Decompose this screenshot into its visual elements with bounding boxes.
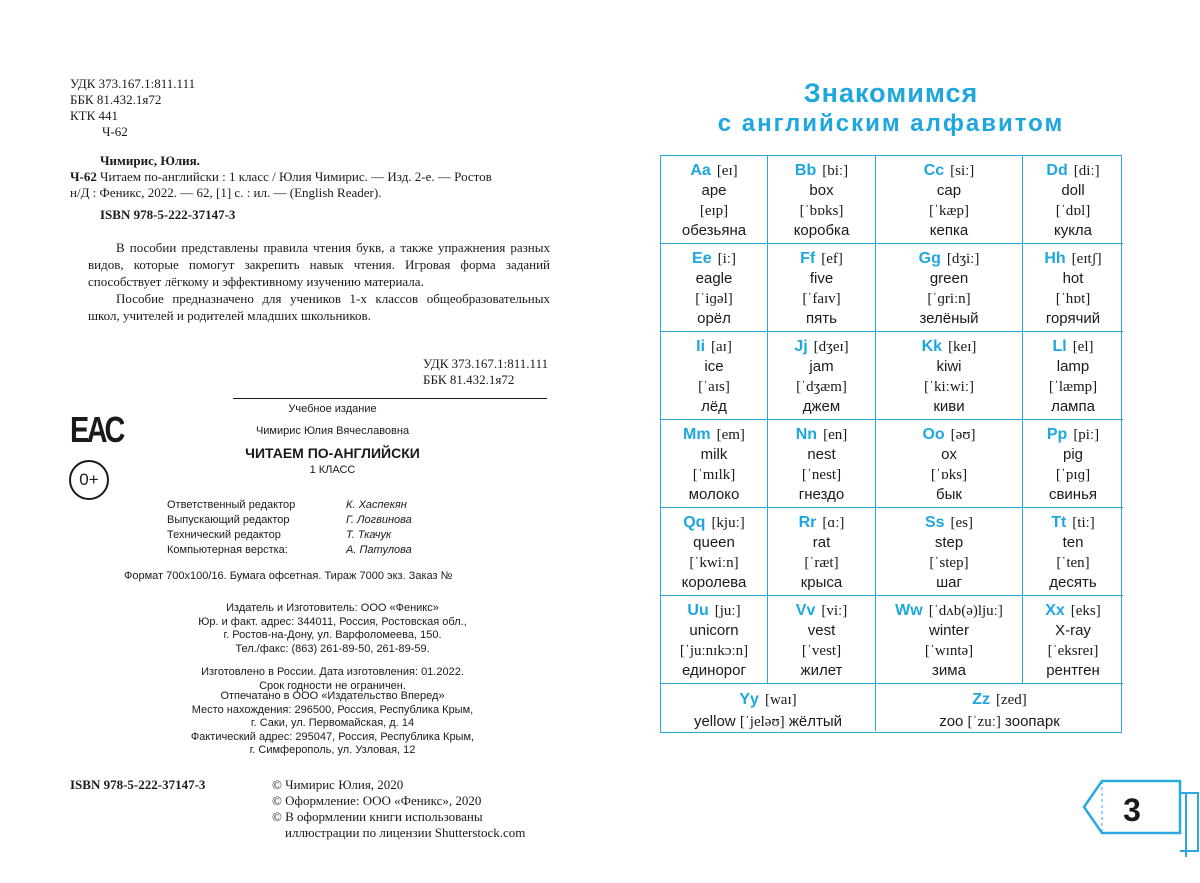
manufacture-block [140, 666, 525, 693]
word-transcription: [ˈten] [1056, 555, 1090, 571]
example-word: queen [693, 534, 735, 551]
page-title-line-1: Знакомимся [803, 78, 979, 108]
abstract [88, 239, 550, 324]
letter-sound: [waɪ] [764, 692, 797, 708]
example-word: ox [941, 446, 957, 463]
letter: Hh [1044, 250, 1066, 267]
letter-sound: [iː] [717, 251, 736, 267]
credit-name: Т. Ткачук [346, 529, 392, 541]
word-transcription: [ˈɡriːn] [927, 291, 971, 307]
letter: Nn [795, 426, 818, 443]
credit-role: Ответственный редактор [167, 499, 296, 511]
alphabet-table [660, 155, 1122, 733]
example-word: X-ray [1055, 622, 1091, 639]
printer-line: Фактический адрес: 295047, Россия, Республика Крым, [190, 730, 475, 743]
example-word: box [809, 182, 834, 199]
age-rating-badge: 0+ [69, 460, 109, 500]
credit-name: К. Хаспекян [346, 499, 407, 511]
page-title-line-2: с английским алфавитом [717, 110, 1065, 137]
letter-sound: [tiː] [1072, 515, 1095, 531]
word-translation: киви [933, 398, 965, 415]
letter-sound: [em] [716, 427, 745, 443]
letter-cell [1023, 420, 1123, 508]
word-translation: зима [932, 662, 966, 679]
letter: Zz [972, 691, 990, 708]
letter-sound: [eɪ] [716, 163, 738, 179]
word-transcription: [ˈjeləʊ] [739, 714, 785, 730]
letter-heading [661, 249, 767, 269]
word-translation: коробка [793, 222, 850, 239]
isbn-top: ISBN 978-5-222-37147-3 [100, 207, 236, 222]
letter-sound: [diː] [1073, 163, 1100, 179]
word-transcription: [ˈræt] [804, 555, 839, 571]
letter-cell [661, 420, 768, 508]
printer-line: г. Саки, ул. Первомайская, д. 14 [250, 717, 415, 729]
letter: Rr [798, 514, 817, 531]
letter-sound: [ef] [821, 251, 843, 267]
letter: Gg [918, 250, 941, 267]
copyright-line: © Оформление: ООО «Феникс», 2020 [272, 793, 482, 808]
letter-cell [876, 244, 1023, 332]
letter-cell [876, 332, 1023, 420]
letter-cell [876, 508, 1023, 596]
word-translation: жилет [800, 662, 843, 679]
letter: Ll [1052, 338, 1067, 355]
letter-heading [1023, 601, 1123, 621]
letter: Cc [923, 162, 945, 179]
edition-type: Учебное издание [288, 403, 377, 415]
word-translation: молоко [688, 486, 740, 503]
letter-cell [768, 508, 876, 596]
letter: Oo [922, 426, 945, 443]
word-transcription: [ˈzuː] [967, 714, 1001, 730]
letter-heading [661, 513, 767, 533]
letter: Vv [795, 602, 816, 619]
word-translation: десять [1049, 574, 1097, 591]
page-number-tag [1080, 775, 1200, 865]
word-transcription: [ˈiɡəl] [695, 291, 733, 307]
letter-heading [768, 601, 875, 621]
letter: Aa [690, 162, 711, 179]
letter-sound: [kjuː] [711, 515, 745, 531]
letter-heading [1023, 249, 1123, 269]
word-translation: королева [681, 574, 747, 591]
letter-sound: [el] [1072, 339, 1094, 355]
letter-cell [661, 508, 768, 596]
example-word: hot [1062, 270, 1084, 287]
biblio-line-1: Читаем по-английски : 1 класс / Юлия Чимирис. — Изд. 2-е. — Ростов [100, 169, 492, 184]
letter-heading [661, 337, 767, 357]
letter-heading [661, 161, 767, 181]
example-word: milk [700, 446, 728, 463]
author-full: Чимирис Юлия Вячеславовна [255, 425, 410, 437]
publisher-line: Издатель и Изготовитель: ООО «Феникс» [226, 602, 439, 614]
letter-cell [768, 244, 876, 332]
letter-cell-wide [876, 684, 1123, 731]
letter-cell [1023, 508, 1123, 596]
word-translation: обезьяна [681, 222, 747, 239]
grade: 1 КЛАСС [309, 464, 356, 476]
letter-heading [876, 601, 1022, 621]
letter-cell [768, 156, 876, 244]
example-word: nest [807, 446, 836, 463]
letter-heading [661, 601, 767, 621]
word-translation: орёл [697, 310, 731, 327]
credits-block [167, 498, 412, 558]
letter-cell [661, 244, 768, 332]
bbk-code: ББК 81.432.1я72 [70, 92, 162, 107]
letter: Mm [683, 426, 711, 443]
example-word: winter [928, 622, 969, 639]
divider-line [233, 398, 547, 399]
word-transcription: [ˈpɪɡ] [1055, 467, 1091, 483]
copyright-line: © Чимирис Юлия, 2020 [272, 777, 404, 792]
isbn-bottom: ISBN 978-5-222-37147-3 [70, 777, 206, 792]
letter: Xx [1045, 602, 1065, 619]
word-transcription: [ˈdɒl] [1055, 203, 1091, 219]
word-transcription: [ˈhɒt] [1055, 291, 1091, 307]
letter-heading [1023, 425, 1123, 445]
letter-cell-wide [661, 684, 876, 731]
letter: Ss [924, 514, 945, 531]
letter: Ee [692, 250, 712, 267]
word-translation: бык [936, 486, 962, 503]
example-word: eagle [695, 270, 733, 287]
biblio-line-2: н/Д : Феникс, 2022. — 62, [1] с. : ил. — (English Reader). [70, 185, 382, 200]
letter-cell [876, 156, 1023, 244]
letter: Ww [895, 602, 923, 619]
word-transcription: [ˈjuːnɪkɔːn] [679, 643, 749, 659]
printer-line: Место нахождения: 296500, Россия, Республика Крым, [191, 703, 474, 716]
letter: Bb [794, 162, 817, 179]
letter-heading [768, 425, 875, 445]
word-translation: жёлтый [788, 713, 843, 730]
word-transcription: [ˈdʒæm] [796, 379, 847, 395]
abstract-paragraph-2: Пособие предназначено для учеников 1-х классов общеобразовательных школ, учителей и родителей младших школьников. [88, 291, 550, 323]
letter: Pp [1046, 426, 1068, 443]
word-transcription: [ˈeksreɪ] [1047, 643, 1099, 659]
word-transcription: [ˈmɪlk] [692, 467, 736, 483]
example-word: lamp [1056, 358, 1090, 375]
example-word: ape [701, 182, 727, 199]
letter-cell [768, 332, 876, 420]
page-number: 3 [1123, 792, 1141, 828]
word-translation: джем [802, 398, 841, 415]
letter-sound: [eɪtʃ] [1071, 251, 1102, 267]
example-word: pig [1062, 446, 1084, 463]
word-translation: крыса [800, 574, 843, 591]
word-translation: рентген [1046, 662, 1100, 679]
letter-cell [876, 420, 1023, 508]
credit-row [167, 543, 412, 558]
example-word: kiwi [936, 358, 962, 375]
word-transcription: [ˈbɒks] [799, 203, 844, 219]
example-line [661, 712, 875, 732]
printer-line: г. Симферополь, ул. Узловая, 12 [249, 744, 416, 756]
author-heading: Чимирис, Юлия. [100, 153, 200, 168]
word-translation: свинья [1048, 486, 1098, 503]
letter-heading [876, 513, 1022, 533]
credit-name: А. Патулова [346, 544, 412, 556]
printer-line: Отпечатано в ООО «Издательство Вперед» [220, 690, 445, 702]
letter-heading [876, 690, 1123, 710]
format-line: Формат 700x100/16. Бумага офсетная. Тираж 7000 экз. Заказ № [124, 570, 453, 582]
letter: Jj [794, 338, 808, 355]
word-translation: лампа [1051, 398, 1095, 415]
letter-sound: [biː] [822, 163, 849, 179]
letter-cell [661, 332, 768, 420]
credit-role: Компьютерная верстка: [167, 544, 288, 556]
manufacture-line: Изготовлено в России. Дата изготовления: 01.2022. [201, 666, 464, 678]
credit-role: Выпускающий редактор [167, 514, 290, 526]
letter-sound: [viː] [821, 603, 848, 619]
letter-heading [661, 425, 767, 445]
letter-cell [1023, 156, 1123, 244]
word-transcription: [ˈkwiːn] [689, 555, 739, 571]
word-translation: зелёный [919, 310, 979, 327]
cutter-bold: Ч-62 [70, 169, 97, 184]
word-translation: лёд [701, 398, 727, 415]
udk-code: УДК 373.167.1:811.111 [70, 76, 196, 91]
word-transcription: [ˈstep] [929, 555, 969, 571]
example-word: unicorn [689, 622, 739, 639]
letter-sound: [eks] [1070, 603, 1101, 619]
example-word: step [934, 534, 964, 551]
printer-block [140, 690, 525, 758]
word-translation: пять [806, 310, 837, 327]
book-title: ЧИТАЕМ ПО-АНГЛИЙСКИ [245, 445, 420, 461]
word-transcription: [ˈlæmp] [1048, 379, 1098, 395]
example-word: vest [807, 622, 836, 639]
letter-heading [768, 161, 875, 181]
letter-sound: [juː] [714, 603, 741, 619]
example-word: green [929, 270, 969, 287]
publisher-line: Тел./факс: (863) 261-89-50, 261-89-59. [235, 642, 430, 655]
letter: Dd [1046, 162, 1068, 179]
example-line [876, 712, 1123, 732]
abstract-paragraph-1: В пособии представлены правила чтения букв, а также упражнения разных видов, которые помогут закрепить навык чтения. Игровая форма заданий способствует лёгкому и эффективному изучению материала. [88, 240, 550, 289]
manufacture-line: Срок годности не ограничен. [259, 679, 406, 692]
word-translation: кепка [929, 222, 969, 239]
example-word: zoo [939, 713, 964, 730]
letter-sound: [es] [950, 515, 974, 531]
letter-sound: [keɪ] [948, 339, 977, 355]
letter-heading [1023, 337, 1123, 357]
letter-sound: [zed] [995, 692, 1027, 708]
letter: Ii [696, 338, 706, 355]
example-word: rat [812, 534, 831, 551]
word-translation: шаг [936, 574, 962, 591]
example-word: doll [1061, 182, 1085, 199]
word-transcription: [ˈnest] [801, 467, 842, 483]
letter-heading [768, 513, 875, 533]
word-transcription: [ˈwɪntə] [924, 643, 974, 659]
letter-sound: [en] [823, 427, 848, 443]
letter-heading [768, 249, 875, 269]
word-translation: кукла [1053, 222, 1093, 239]
letter: Uu [687, 602, 709, 619]
bbk-code-right: ББК 81.432.1я72 [423, 372, 515, 387]
word-translation: горячий [1045, 310, 1101, 327]
example-word: five [809, 270, 834, 287]
letter-heading [1023, 513, 1123, 533]
letter-cell [768, 420, 876, 508]
letter-cell [768, 596, 876, 684]
example-word: yellow [693, 713, 736, 730]
letter: Tt [1051, 514, 1067, 531]
word-transcription: [eɪp] [699, 203, 729, 219]
word-transcription: [ˈkæp] [929, 203, 969, 219]
letter-heading [661, 690, 875, 710]
credit-name: Г. Логвинова [346, 514, 412, 526]
letter-cell [661, 156, 768, 244]
letter: Ff [800, 250, 816, 267]
example-word: cap [936, 182, 962, 199]
letter-sound: [əʊ] [950, 427, 976, 443]
credit-row [167, 528, 412, 543]
letter: Yy [739, 691, 759, 708]
credit-row [167, 513, 412, 528]
publisher-line: Юр. и факт. адрес: 344011, Россия, Ростовская обл., [198, 615, 467, 628]
letter-cell [1023, 596, 1123, 684]
udk-code-right: УДК 373.167.1:811.111 [423, 356, 549, 371]
letter-sound: [siː] [950, 163, 975, 179]
word-transcription: [ˈfaɪv] [802, 291, 841, 307]
letter-sound: [aɪ] [711, 339, 732, 355]
letter-sound: [ˈdʌb(ə)ljuː] [928, 603, 1003, 619]
word-transcription: [ˈɒks] [930, 467, 968, 483]
publisher-line: г. Ростов-на-Дону, ул. Варфоломеева, 150. [223, 629, 442, 641]
word-transcription: [ˈkiːwiː] [924, 379, 974, 395]
word-transcription: [ˈvest] [801, 643, 842, 659]
copyright-line: иллюстрации по лицензии Shutterstock.com [285, 825, 526, 840]
word-translation: гнездо [798, 486, 845, 503]
letter-cell [661, 596, 768, 684]
example-word: jam [809, 358, 834, 375]
copyright-block [272, 777, 525, 841]
example-word: ice [704, 358, 724, 375]
ktk-code: КТК 441 [70, 108, 119, 123]
letter-heading [876, 249, 1022, 269]
word-transcription: [ˈaɪs] [698, 379, 730, 395]
publisher-block [140, 602, 525, 656]
letter-heading [1023, 161, 1123, 181]
letter-heading [876, 425, 1022, 445]
cutter-mark: Ч-62 [102, 124, 128, 139]
letter: Qq [683, 514, 706, 531]
copyright-line: © В оформлении книги использованы [272, 809, 483, 824]
letter-cell [876, 596, 1023, 684]
word-translation: зоопарк [1005, 713, 1060, 730]
letter: Kk [921, 338, 943, 355]
letter-sound: [piː] [1073, 427, 1100, 443]
letter-cell [1023, 332, 1123, 420]
eac-mark: ЕАС [70, 409, 123, 450]
letter-sound: [dʒeɪ] [813, 339, 849, 355]
word-translation: единорог [682, 662, 746, 679]
credit-role: Технический редактор [167, 529, 281, 541]
letter-sound: [dʒiː] [946, 251, 980, 267]
letter-heading [768, 337, 875, 357]
letter-heading [876, 337, 1022, 357]
letter-cell [1023, 244, 1123, 332]
credit-row [167, 498, 412, 513]
letter-sound: [ɑː] [822, 515, 845, 531]
example-word: ten [1062, 534, 1084, 551]
letter-heading [876, 161, 1022, 181]
